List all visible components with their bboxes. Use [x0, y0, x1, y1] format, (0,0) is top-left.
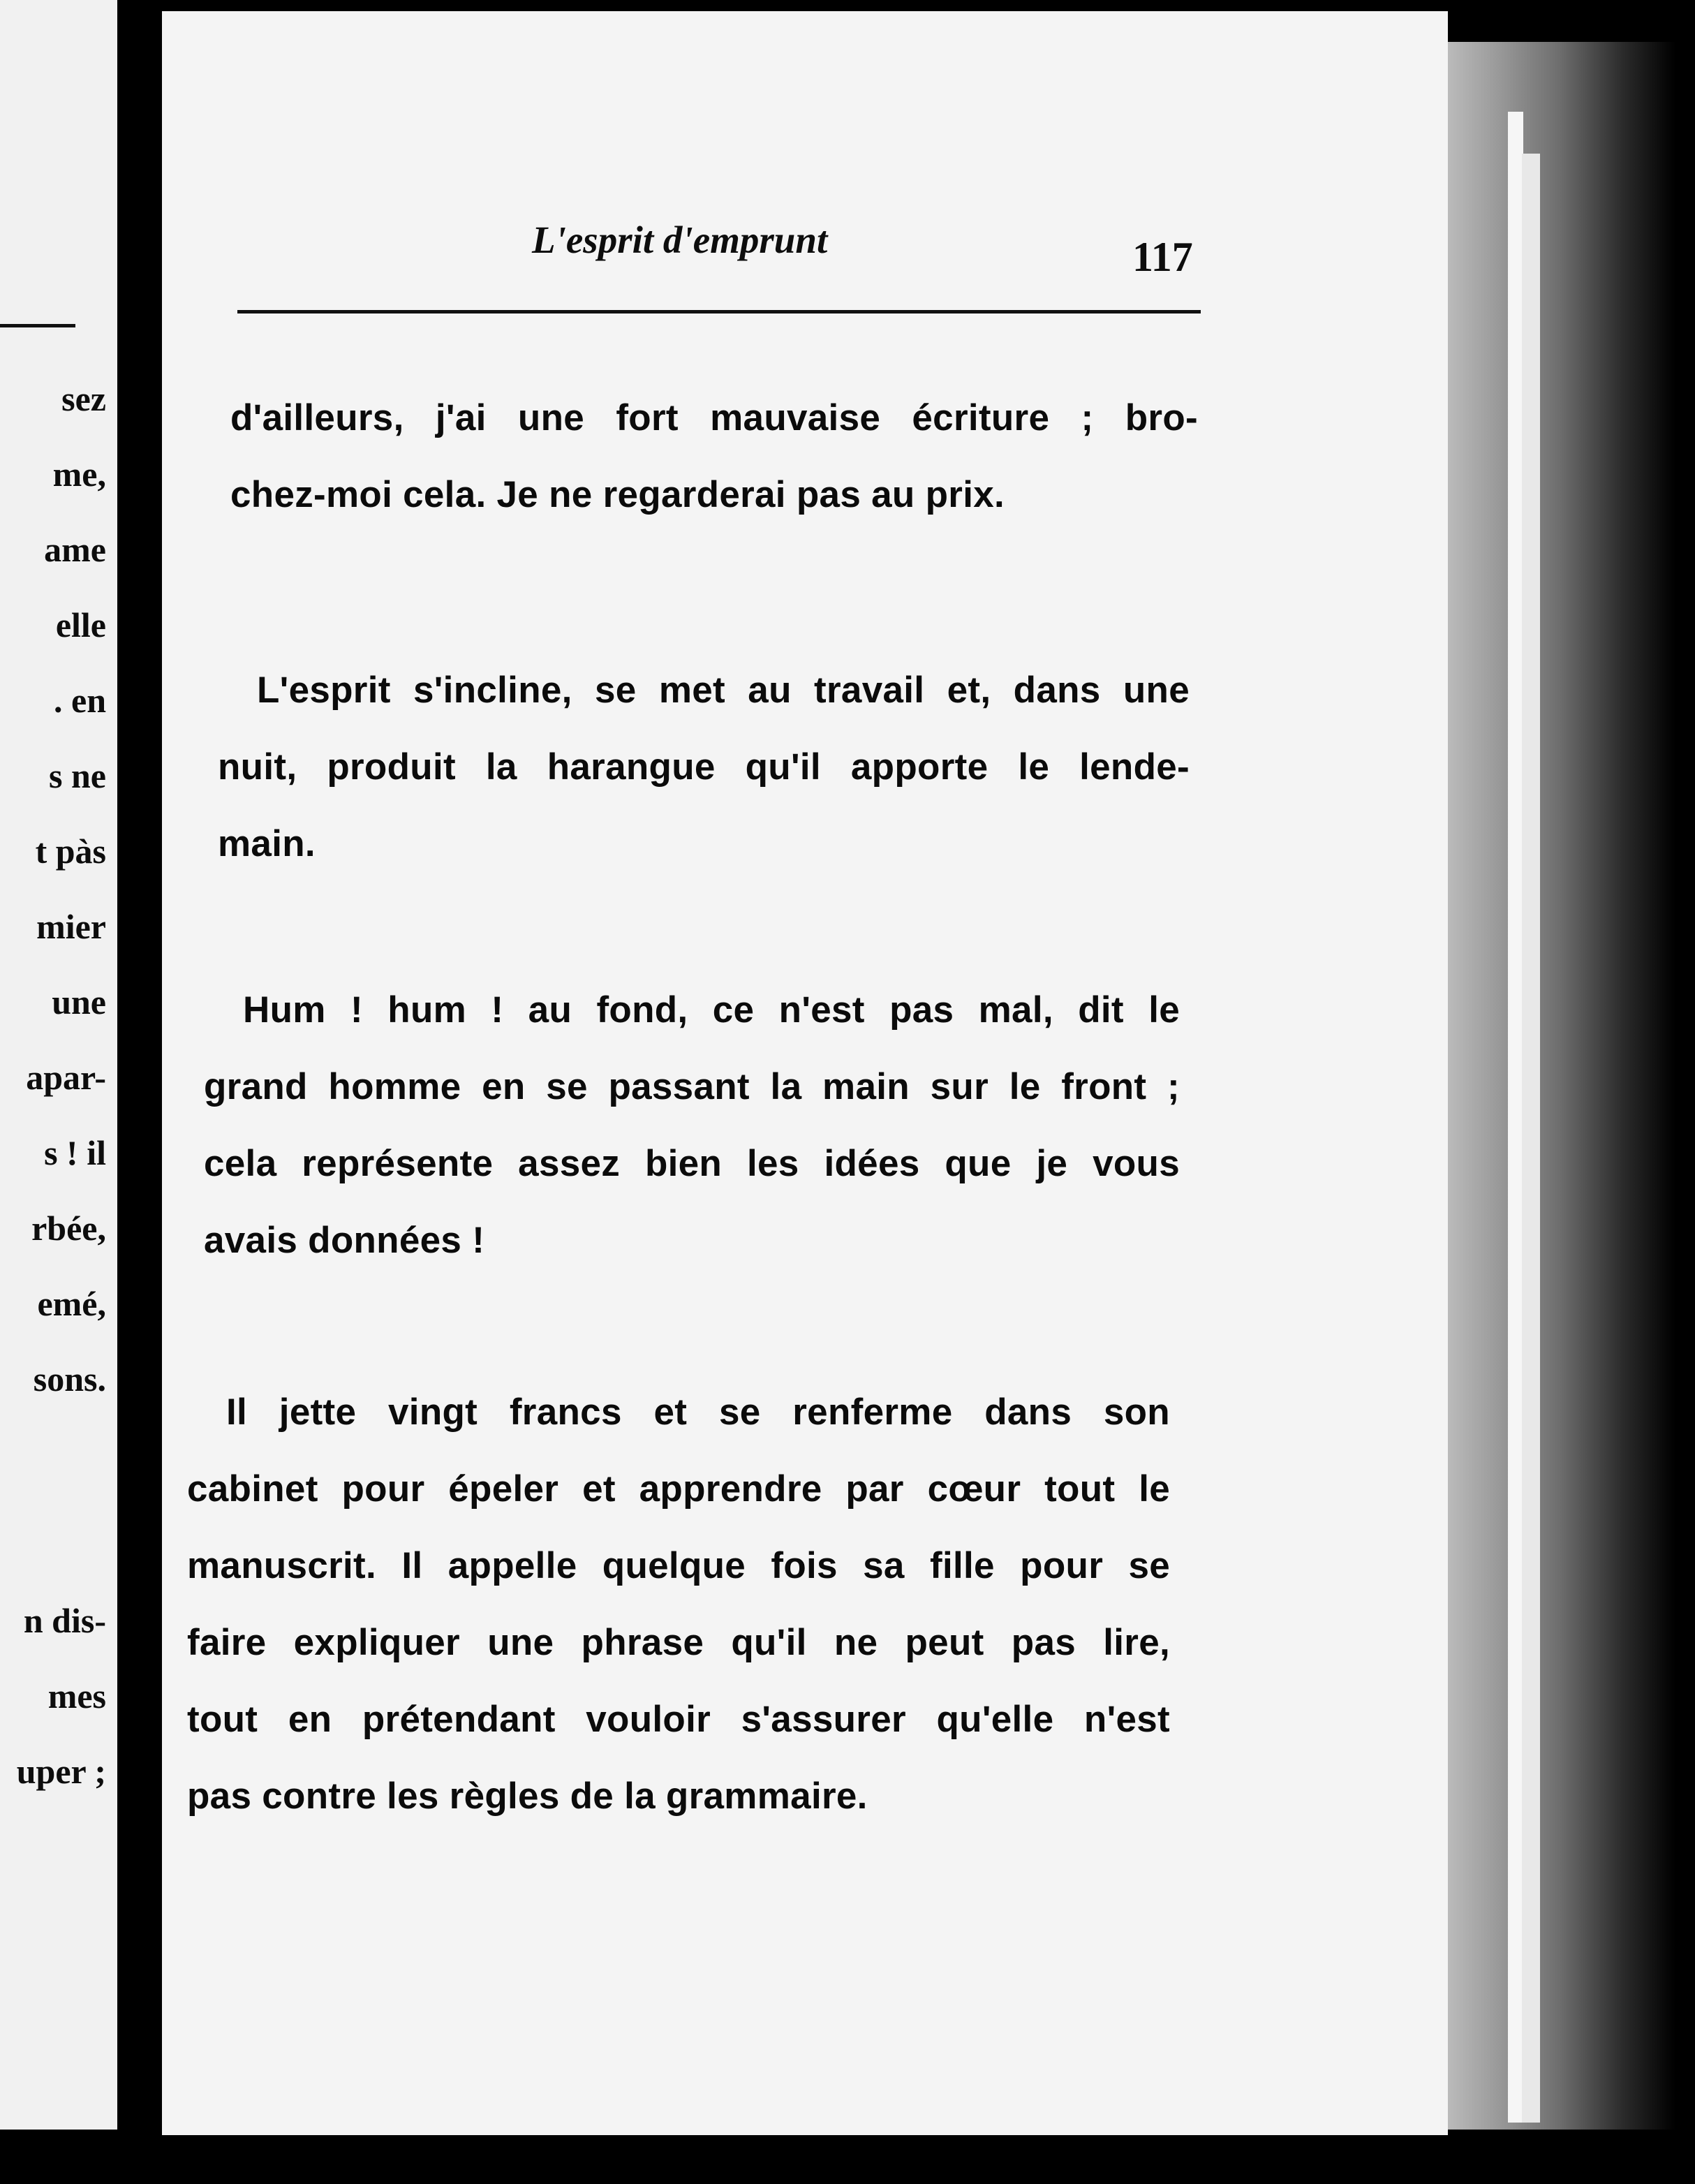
text-line: cabinet pour épeler et apprendre par cœur tout le [187, 1468, 1170, 1510]
left-page-line-fragment: t pàs [35, 832, 106, 871]
text-line: faire expliquer une phrase qu'il ne peut pas lire, [187, 1622, 1170, 1663]
text-line: tout en prétendant vouloir s'assurer qu'elle n'est [187, 1699, 1170, 1740]
text-line: d'ailleurs, j'ai une fort mauvaise écriture ; bro- [230, 397, 1198, 438]
text-line: avais données ! [204, 1220, 485, 1261]
left-page-line-fragment: apar- [26, 1058, 106, 1097]
left-page-line-fragment: mes [47, 1676, 106, 1716]
left-page-fragment [0, 0, 117, 2130]
book-page-edge [1417, 42, 1675, 2130]
left-page-header-rule [0, 324, 75, 327]
left-page-line-fragment: elle [55, 605, 106, 644]
paragraph [230, 380, 1198, 533]
book-page [162, 11, 1448, 2135]
page-number: 117 [1132, 234, 1193, 280]
left-page-line-fragment: mier [36, 907, 106, 946]
left-page-line-fragment: ame [44, 530, 106, 569]
running-title: L'esprit d'emprunt [532, 219, 828, 261]
text-line: pas contre les règles de la grammaire. [187, 1776, 868, 1817]
left-page-line-fragment: une [52, 982, 106, 1021]
left-page-line-fragment: me, [52, 455, 106, 494]
text-line: grand homme en se passant la main sur le front ; [204, 1066, 1180, 1107]
text-line: chez-moi cela. Je ne regarderai pas au prix. [230, 474, 1005, 515]
left-page-line-fragment: rbée, [31, 1209, 106, 1248]
text-line: Hum ! hum ! au fond, ce n'est pas mal, dit le [243, 989, 1180, 1031]
left-page-line-fragment: uper ; [16, 1752, 106, 1791]
text-line: main. [218, 823, 316, 864]
left-page-line-fragment: emé, [37, 1284, 106, 1323]
left-page-line-fragment: . en [54, 681, 106, 720]
text-line: manuscrit. Il appelle quelque fois sa fille pour se [187, 1545, 1170, 1586]
text-line: L'esprit s'incline, se met au travail et, dans une [257, 670, 1190, 711]
text-line: cela représente assez bien les idées que je vous [204, 1143, 1180, 1184]
page-edge-highlight [1508, 112, 1523, 2123]
left-page-line-fragment: sez [61, 379, 106, 418]
text-line: Il jette vingt francs et se renferme dans son [226, 1392, 1170, 1433]
left-page-line-fragment: n dis- [23, 1601, 106, 1640]
paragraph [218, 652, 1190, 883]
left-page-line-fragment: s ! il [44, 1133, 106, 1172]
left-page-line-fragment: sons. [33, 1359, 106, 1399]
left-page-line-fragment: s ne [49, 756, 106, 795]
page-edge-highlight [1522, 154, 1540, 2123]
header-rule [237, 310, 1201, 313]
paragraph [187, 1374, 1170, 1835]
paragraph [204, 972, 1180, 1279]
text-line: nuit, produit la harangue qu'il apporte le lende- [218, 746, 1190, 788]
